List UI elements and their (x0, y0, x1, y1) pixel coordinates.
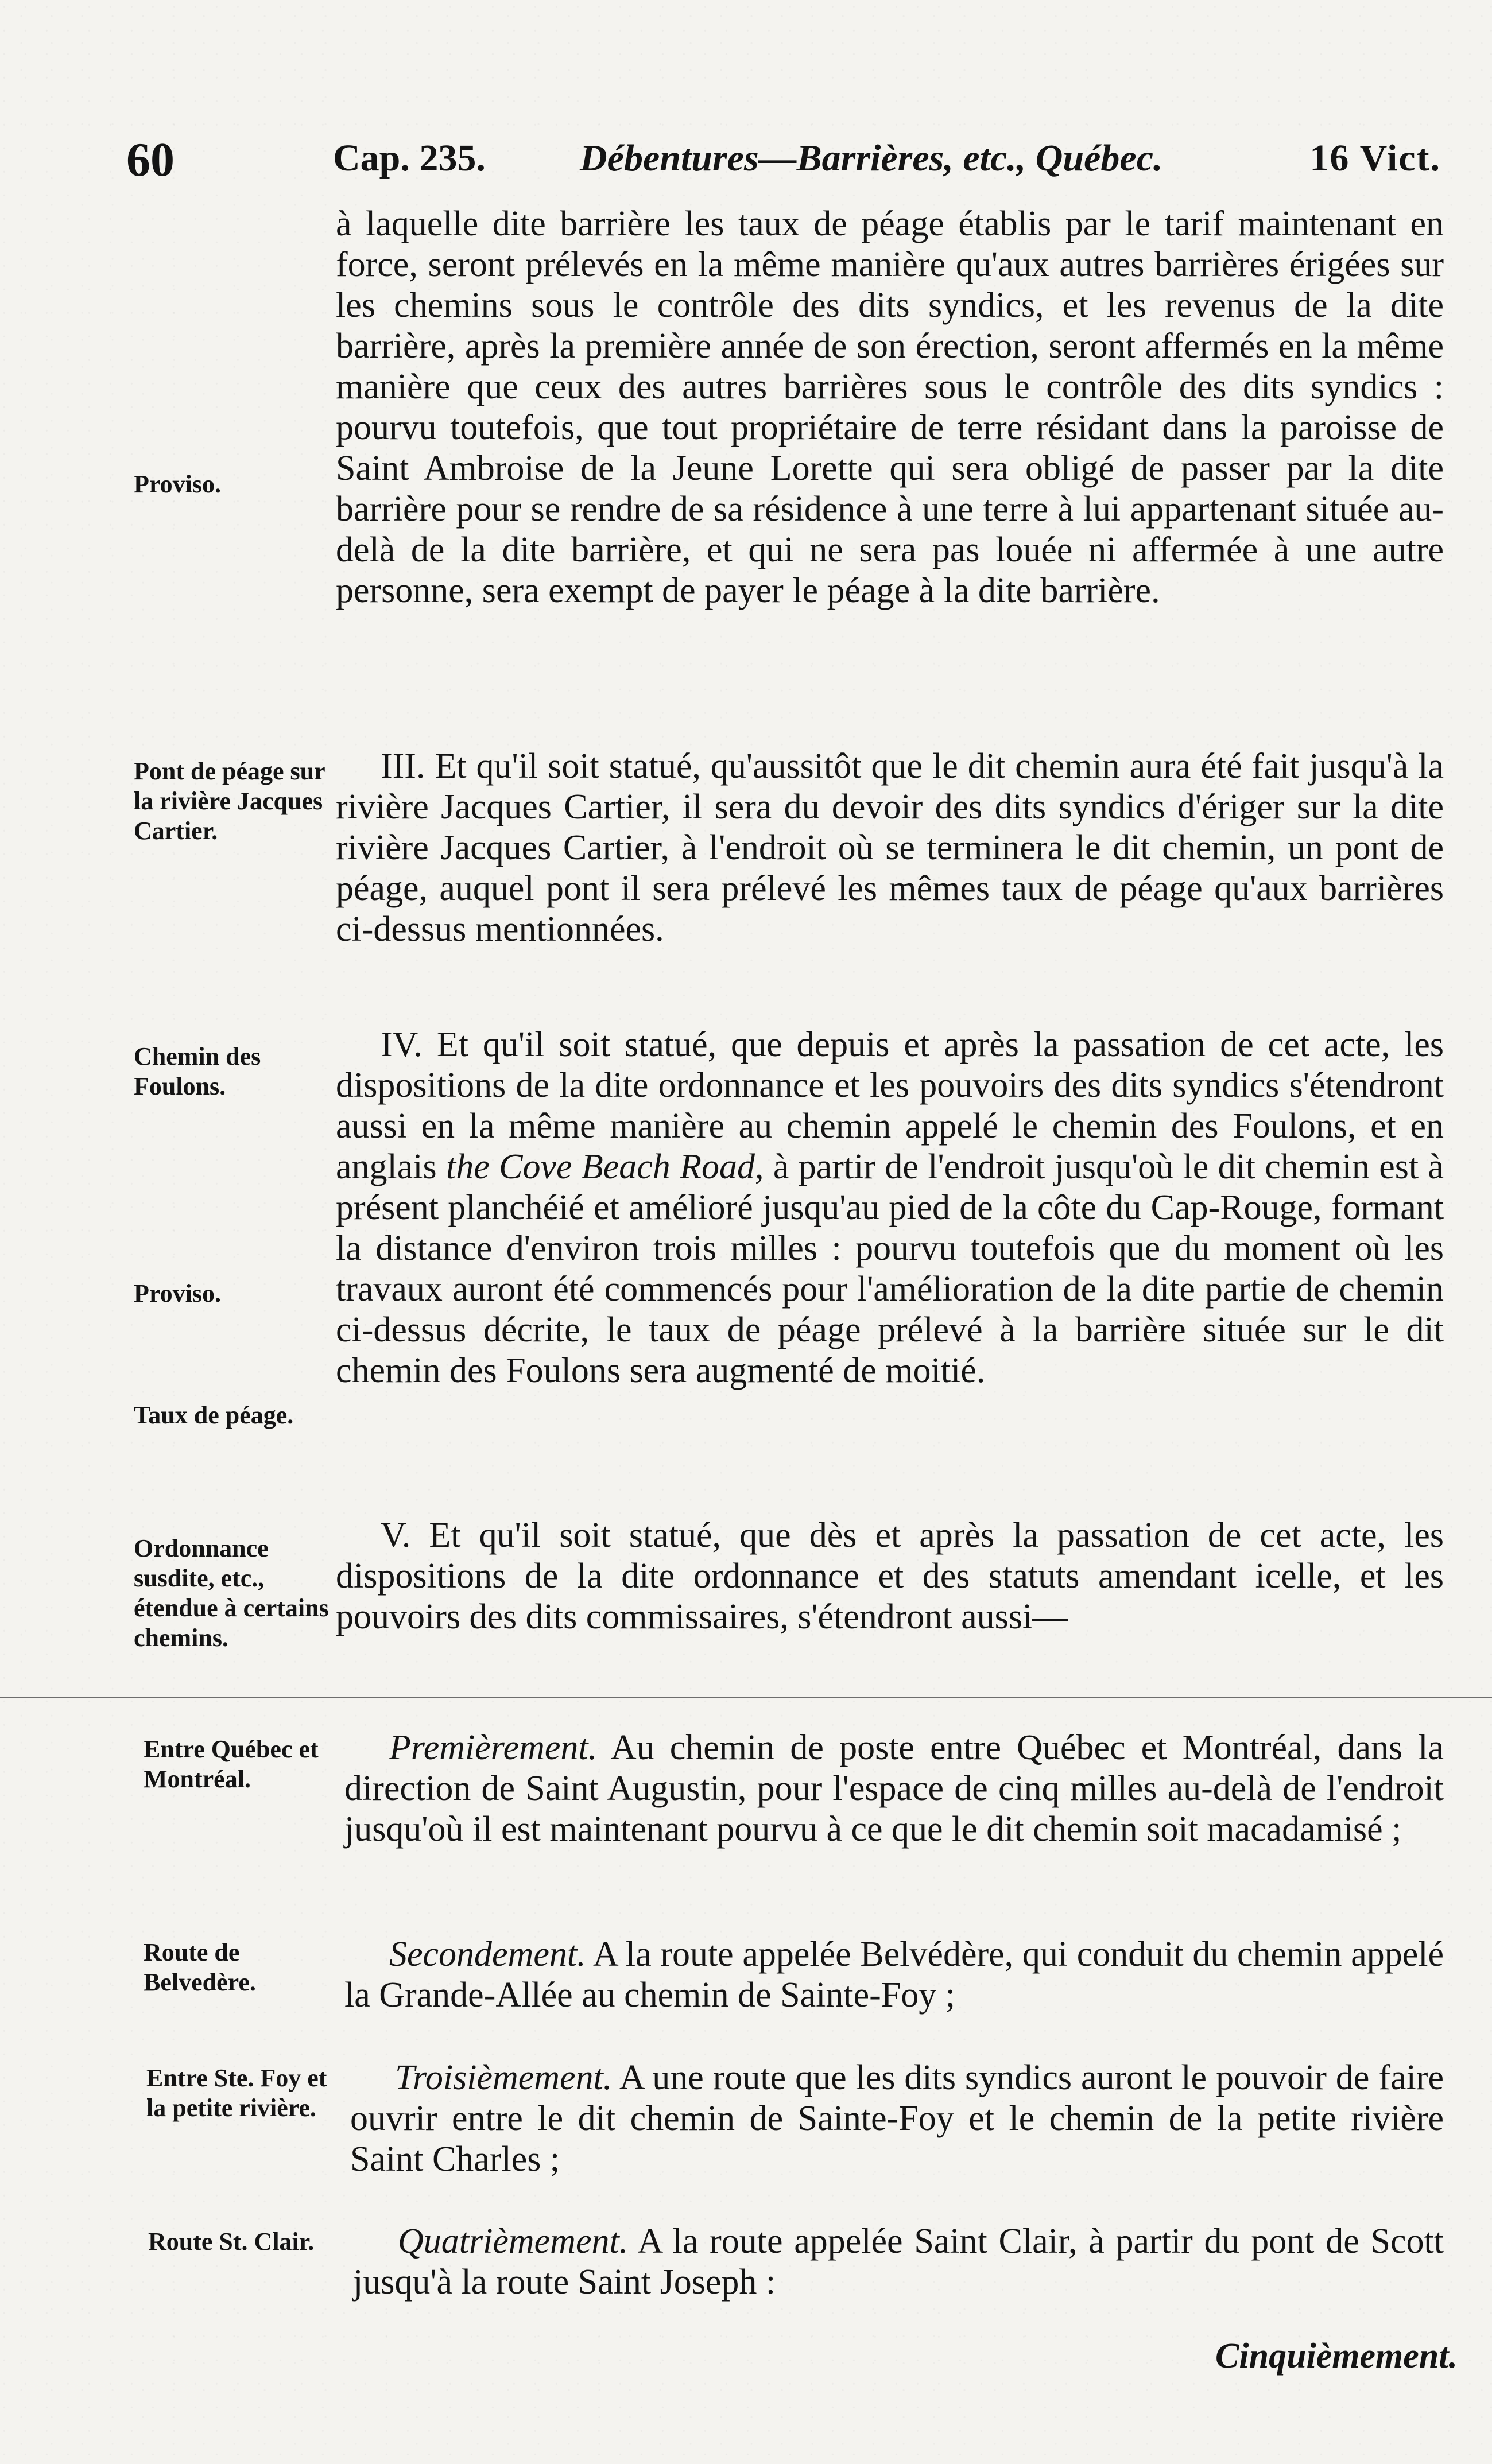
margin-note-proviso: Proviso. (134, 470, 221, 498)
continuation-paragraph (336, 204, 1444, 611)
clause-third (350, 2058, 1444, 2180)
paragraph-text: à laquelle dite barrière les taux de péage établis par le tarif maintenant en force, seront prélevés en la même manière qu'aux autres barrières érigées sur les chemins sous le contrôle des dits syndics, et les revenus de la dite barrière, après la première année de son érection, seront affermés en la même manière que ceux des autres barrières sous le contrôle des dits syndics : pourvu toutefois, que tout propriétaire de terre résidant dans la paroisse de Saint Ambroise de la Jeune Lorette qui sera obligé de passer par la dite barrière pour se rendre de sa résidence à une terre à lui appartenant située au-delà de la dite barrière, et qui ne sera pas louée ni affermée à une autre personne, sera exempt de payer le péage à la dite barrière. (336, 204, 1444, 610)
catchword: Cinquièmement. (1215, 2337, 1458, 2376)
english-name: the Cove Beach Road, (445, 1147, 764, 1186)
margin-note-proviso: Proviso. (134, 1279, 221, 1307)
clause-text: Au chemin de poste entre Québec et Montréal, dans la direction de Saint Augustin, pour l'espace de cinq milles au-delà de l'endroit jusqu'où il est maintenant pourvu à ce que le dit chemin soit macadamisé ; (344, 1728, 1444, 1849)
section-text: Et qu'il soit statué, que dès et après la passation de cet acte, les dispositions de la dite ordonnance et des statuts amendant icelle, et les pouvoirs des dits commissaires, s'étendront aussi— (336, 1516, 1444, 1636)
section-v (336, 1515, 1444, 1638)
margin-note-ordonnance: Ordonnance susdite, etc., étendue à certains chemins. (134, 1534, 329, 1652)
margin-note-pont-de-peage: Pont de péage sur la rivière Jacques Cartier. (134, 757, 325, 845)
section-text-continued: à partir de l'endroit jusqu'où le dit chemin est à présent planchéié et amélioré jusqu'au pied de la côte du Cap-Rouge, formant la distance d'environ trois milles : pourvu toutefois que du moment où les travaux auront été commencés pour l'amélioration de la dite partie de chemin ci-dessus décrite, le taux de péage prélevé à la barrière située sur le dit chemin des Foulons sera augmenté de moitié. (336, 1147, 1444, 1390)
margin-note-route-st-clair: Route St. Clair. (148, 2228, 315, 2256)
clause-first (344, 1728, 1444, 1850)
running-header (126, 132, 1441, 189)
margin-note-entre-quebec: Entre Québec et Montréal. (144, 1735, 319, 1793)
margin-note-route-belvedere: Route de Belvedère. (144, 1938, 256, 1996)
section-number: V. (381, 1516, 411, 1555)
clause-lead: Quatrièmement. (398, 2222, 629, 2261)
clause-lead: Troisièmement. (395, 2058, 613, 2097)
divider-line (0, 1697, 1492, 1698)
margin-note-entre-ste-foy: Entre Ste. Foy et la petite rivière. (146, 2064, 327, 2122)
clause-fourth (353, 2221, 1444, 2303)
clause-text: A la route appelée Saint Clair, à partir du pont de Scott jusqu'à la route Saint Joseph : (353, 2222, 1444, 2302)
chapter-number: Cap. 235. (333, 137, 486, 179)
section-number: III. (381, 747, 425, 786)
regnal-year: 16 Vict. (1309, 137, 1441, 179)
section-number: IV. (381, 1025, 423, 1064)
clause-text: A la route appelée Belvédère, qui conduit du chemin appelé la Grande-Allée au chemin de Sainte-Foy ; (344, 1935, 1444, 2015)
clause-lead: Secondement. (389, 1935, 586, 1974)
section-text: Et qu'il soit statué, qu'aussitôt que le dit chemin aura été fait jusqu'à la rivière Jacques Cartier, il sera du devoir des dits syndics d'ériger sur la dite rivière Jacques Cartier, à l'endroit où se terminera le dit chemin, un pont de péage, auquel pont il sera prélevé les mêmes taux de péage qu'aux barrières ci-dessus mentionnées. (336, 747, 1444, 949)
margin-note-chemin-des-foulons: Chemin des Foulons. (134, 1042, 261, 1100)
section-iii (336, 746, 1444, 950)
page-number: 60 (126, 133, 175, 187)
clause-second (344, 1934, 1444, 2016)
clause-lead: Premièrement. (389, 1728, 598, 1767)
clause-text: A une route que les dits syndics auront le pouvoir de faire ouvrir entre le dit chemin de Sainte-Foy et le chemin de la petite rivière Saint Charles ; (350, 2058, 1444, 2179)
section-text: Et qu'il soit statué, que depuis et après la passation de cet acte, les dispositions de la dite ordonnance et les pouvoirs des dits syndics s'étendront aussi en la même manière au chemin appelé le chemin des Foulons, et en anglais (336, 1025, 1444, 1186)
section-iv (336, 1025, 1444, 1391)
margin-note-taux-de-peage: Taux de péage. (134, 1401, 294, 1429)
running-title: Débentures—Barrières, etc., Québec. (580, 137, 1163, 179)
